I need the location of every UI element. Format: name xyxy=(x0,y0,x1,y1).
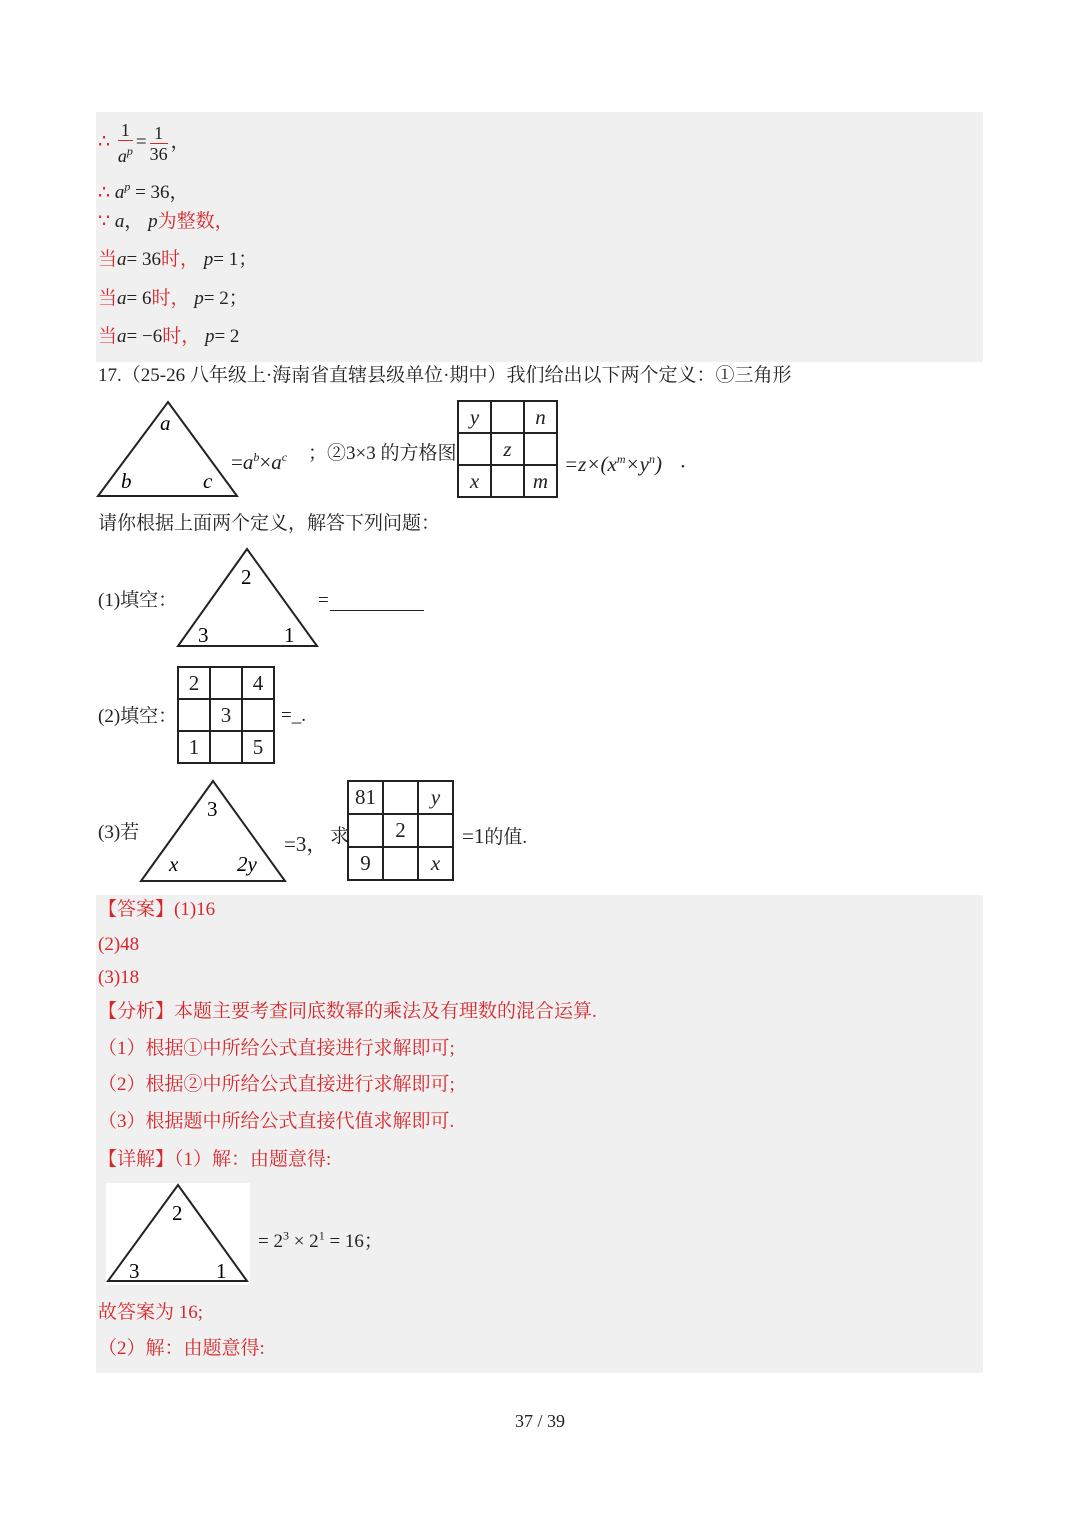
def2-formula: $=z\times(x^m\times y^n)$ xyxy=(564,452,662,476)
detail-triangle xyxy=(106,1183,250,1285)
def1-tri-top: a xyxy=(160,411,171,435)
def2-grid: y n z x m xyxy=(457,400,558,498)
solution-line-fraction: ∴ $\frac{1}{a^p}$ = $\frac{1}{36}$ ， xyxy=(98,120,190,166)
part1-tri-left: 3 xyxy=(198,623,209,647)
part2-label: (2)填空： xyxy=(98,706,178,727)
part3-eq: =3， xyxy=(284,832,328,856)
part3-triangle xyxy=(139,778,289,884)
answer-part2: (2)48 xyxy=(98,934,140,955)
part1-eq: = xyxy=(318,590,329,611)
part2-solution-start: （2）解：由题意得: xyxy=(98,1338,265,1359)
detail-line: 【详解】（1）解：由题意得: xyxy=(98,1149,332,1170)
part3-grid: 81 y 2 9 x xyxy=(347,780,454,881)
def1-triangle xyxy=(96,398,241,500)
part2-grid: 2 4 3 1 5 xyxy=(177,666,275,764)
detail-formula: = $2^3 \times 2^1 = 16$； xyxy=(258,1228,383,1252)
detail-tri-left: 3 xyxy=(129,1259,140,1283)
part3-qiu: 求 xyxy=(330,826,350,847)
answer-panel xyxy=(96,895,983,1373)
part3-label: (3)若 xyxy=(98,822,140,843)
solution-line-3: ∵ a， p为整数， xyxy=(98,211,234,232)
part1-tri-right: 1 xyxy=(284,623,295,647)
def1-tri-left: b xyxy=(121,469,132,493)
solution-line-2: ∴ $a^p = 36$， xyxy=(98,180,189,204)
part2-eq: =_. xyxy=(281,705,306,726)
def1-tri-right: c xyxy=(203,469,213,493)
instruction-text: 请你根据上面两个定义，解答下列问题： xyxy=(98,513,441,534)
answer-part3: (3)18 xyxy=(98,967,140,988)
detail-tri-right: 1 xyxy=(216,1259,227,1283)
case-line-3: 当a= −6时， p= 2 xyxy=(98,326,240,347)
answer-line: 【答案】(1)16 xyxy=(98,899,216,920)
analysis-step-3: （3）根据题中所给公式直接代值求解即可. xyxy=(98,1111,455,1132)
therefore-symbol: ∴ xyxy=(98,131,111,153)
def1-formula: $=a^b\times a^c$ xyxy=(231,450,288,474)
part3-tri-right: 2y xyxy=(237,852,257,876)
case-line-1: 当a= 36时， p= 1； xyxy=(98,249,258,270)
conclusion-line: 故答案为 16; xyxy=(98,1302,204,1323)
case-line-2: 当a= 6时， p= 2； xyxy=(98,288,248,309)
part3-tri-top: 3 xyxy=(207,797,218,821)
part1-triangle xyxy=(176,546,321,650)
analysis-step-2: （2）根据②中所给公式直接进行求解即可; xyxy=(98,1074,455,1095)
detail-tri-top: 2 xyxy=(172,1201,183,1225)
question-17-header: 17.（25-26 八年级上·海南省直辖县级单位·期中）我们给出以下两个定义：①三角形 xyxy=(98,365,792,386)
part1-answer-blank[interactable] xyxy=(330,610,424,611)
fraction-left: $\frac{1}{a^p}$ xyxy=(117,120,133,166)
part3-eq2: =1的值. xyxy=(462,824,528,848)
fraction-right: $\frac{1}{36}$ xyxy=(149,122,168,164)
analysis-line: 【分析】本题主要考查同底数幂的乘法及有理数的混合运算. xyxy=(98,1001,597,1022)
analysis-step-1: （1）根据①中所给公式直接进行求解即可; xyxy=(98,1038,455,1059)
def2-intro: ；②3×3 的方格图 xyxy=(308,443,457,464)
part1-label: (1)填空： xyxy=(98,590,178,611)
page-number: 37 / 39 xyxy=(514,1411,565,1431)
part1-tri-top: 2 xyxy=(241,565,252,589)
def2-end: ． xyxy=(680,451,700,472)
part3-tri-left: x xyxy=(169,852,179,876)
